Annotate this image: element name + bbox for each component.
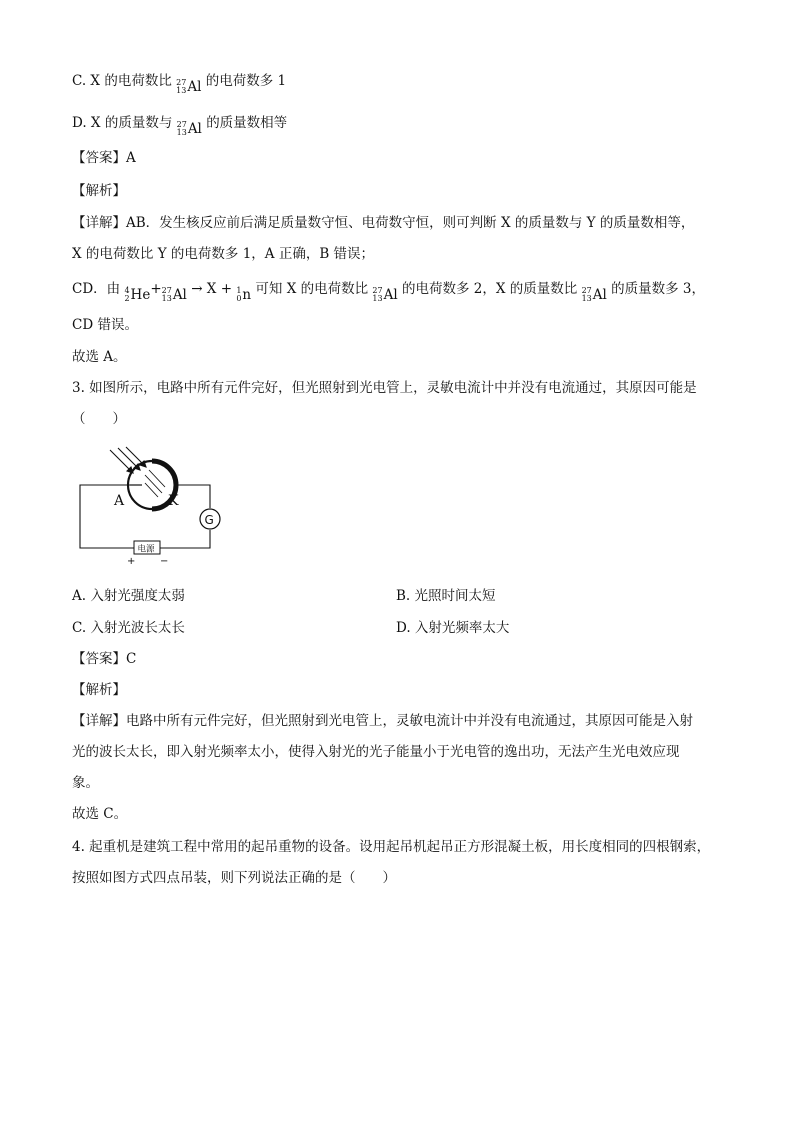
circuit-wires <box>80 485 210 548</box>
q3-option-b: B. 光照时间太短 <box>396 588 496 604</box>
al-nuclide: 27 13 Al <box>581 286 607 303</box>
al-nuclide: 27 13 Al <box>161 286 187 303</box>
fig-label-g: G <box>204 513 214 527</box>
q3-detail-line2: 光的波长太长，即入射光频率太小，使得入射光的光子能量小于光电管的逸出功，无法产生光电效应现 <box>72 744 680 760</box>
fig-label-k: K <box>168 493 179 509</box>
q4-stem-line2: 按照如图方式四点吊装，则下列说法正确的是（ ） <box>72 870 396 886</box>
fig-label-plus: + <box>127 556 136 567</box>
q2-cd-line2: CD 错误。 <box>72 317 138 333</box>
q3-stem-line1: 3. 如图所示，电路中所有元件完好，但光照射到光电管上，灵敏电流计中并没有电流通过，其原因可能是 <box>72 380 697 396</box>
he-nuclide: 4 2 He <box>124 286 151 303</box>
q4-stem-line1: 4. 起重机是建筑工程中常用的起吊重物的设备。设用起吊机起吊正方形混凝土板，用长度相同的四根钢索， <box>72 839 711 855</box>
fig-label-source: 电源 <box>137 544 155 555</box>
photoelectric-circuit-diagram <box>70 445 230 570</box>
q2-cd-equation: CD．由 4 2 He + 27 13 Al → X + 1 0 n 可知 X 的电荷数比 27 13 Al 的电荷数多 2，X 的质量数比 27 13 Al 的质量数多 3， <box>72 281 706 303</box>
q2-answer: 【答案】A <box>72 150 136 166</box>
power-source-icon <box>134 541 160 555</box>
q3-stem-line2: （ ） <box>72 411 126 427</box>
q2-choose: 故选 A。 <box>72 349 127 365</box>
fig-label-minus: − <box>160 556 169 567</box>
q2-analysis-label: 【解析】 <box>72 183 126 199</box>
q3-option-a: A. 入射光强度太弱 <box>72 588 185 604</box>
al-nuclide: 27 13 Al <box>176 78 202 95</box>
q2-option-d: D. X 的质量数与 27 13 Al 的质量数相等 <box>72 115 288 137</box>
q2-detail-line2: X 的电荷数比 Y 的电荷数多 1，A 正确，B 错误； <box>72 246 375 262</box>
q2-detail-line1: 【详解】AB．发生核反应前后满足质量数守恒、电荷数守恒，则可判断 X 的质量数与 Y 的质量数相等， <box>72 215 695 231</box>
q3-analysis-label: 【解析】 <box>72 682 126 698</box>
fig-label-a: A <box>114 493 125 509</box>
q3-answer: 【答案】C <box>72 651 137 667</box>
q3-option-d: D. 入射光频率太大 <box>396 620 510 636</box>
q3-detail-line1: 【详解】电路中所有元件完好，但光照射到光电管上，灵敏电流计中并没有电流通过，其原因可能是入射 <box>72 713 693 729</box>
light-rays-icon <box>110 447 146 473</box>
neutron: 1 0 n <box>236 286 252 303</box>
q2-option-c: C. X 的电荷数比 27 13 Al 的电荷数多 1 <box>72 73 287 95</box>
al-nuclide: 27 13 Al <box>372 286 398 303</box>
galvanometer-icon <box>200 509 220 529</box>
q3-option-c: C. 入射光波长太长 <box>72 620 185 636</box>
q3-choose: 故选 C。 <box>72 806 128 822</box>
al-nuclide: 27 13 Al <box>176 120 202 137</box>
q3-detail-line3: 象。 <box>72 775 99 791</box>
